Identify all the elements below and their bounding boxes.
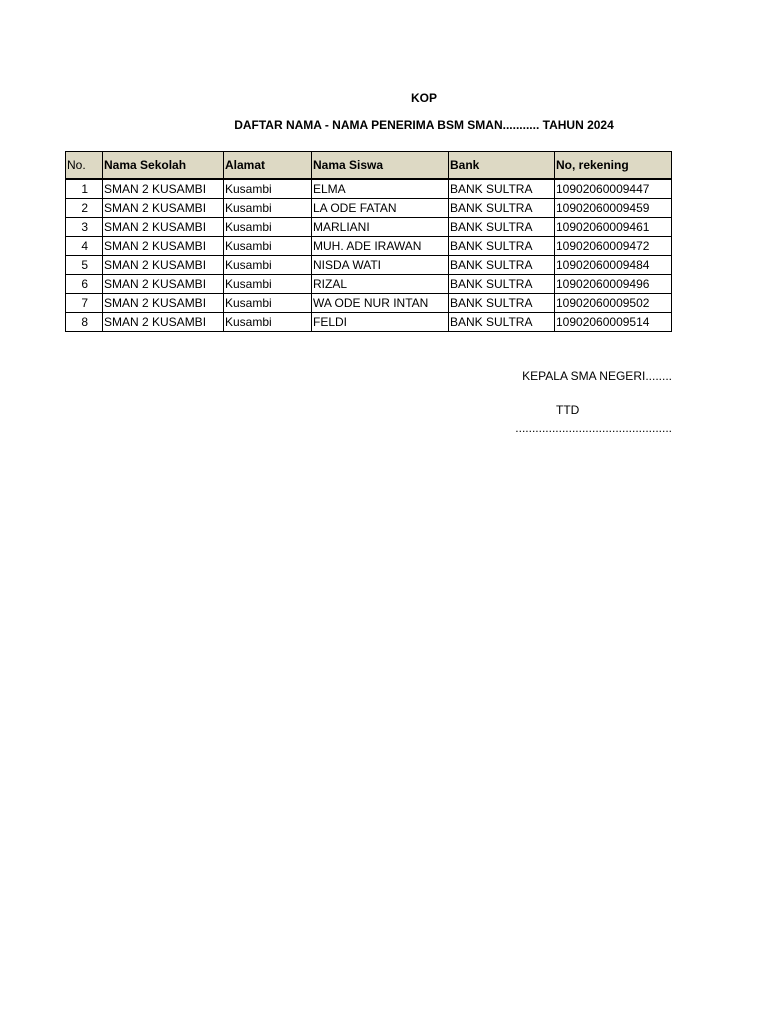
cell-no: 6 xyxy=(66,275,103,294)
column-header-nama-siswa: Nama Siswa xyxy=(312,152,449,180)
cell-nama-sekolah: SMAN 2 KUSAMBI xyxy=(103,199,224,218)
cell-bank: BANK SULTRA xyxy=(449,313,555,332)
cell-nama-sekolah: SMAN 2 KUSAMBI xyxy=(103,275,224,294)
cell-nama-sekolah: SMAN 2 KUSAMBI xyxy=(103,218,224,237)
cell-alamat: Kusambi xyxy=(224,294,312,313)
signature-line: ............................................... xyxy=(515,421,672,435)
cell-nama-sekolah: SMAN 2 KUSAMBI xyxy=(103,294,224,313)
cell-alamat: Kusambi xyxy=(224,256,312,275)
cell-bank: BANK SULTRA xyxy=(449,199,555,218)
cell-bank: BANK SULTRA xyxy=(449,218,555,237)
column-header-no-rekening: No, rekening xyxy=(555,152,672,180)
cell-bank: BANK SULTRA xyxy=(449,237,555,256)
cell-no: 7 xyxy=(66,294,103,313)
cell-alamat: Kusambi xyxy=(224,275,312,294)
table-row xyxy=(66,256,672,275)
cell-alamat: Kusambi xyxy=(224,179,312,199)
document-title: DAFTAR NAMA - NAMA PENERIMA BSM SMAN........... TAHUN 2024 xyxy=(234,118,614,132)
cell-nama-siswa: RIZAL xyxy=(312,275,449,294)
cell-alamat: Kusambi xyxy=(224,199,312,218)
cell-bank: BANK SULTRA xyxy=(449,275,555,294)
cell-no-rekening: 10902060009459 xyxy=(555,199,672,218)
cell-nama-sekolah: SMAN 2 KUSAMBI xyxy=(103,237,224,256)
cell-nama-siswa: FELDI xyxy=(312,313,449,332)
signature-role: KEPALA SMA NEGERI........ xyxy=(522,369,672,383)
column-header-nama-sekolah: Nama Sekolah xyxy=(103,152,224,180)
table-row xyxy=(66,179,672,199)
cell-no: 5 xyxy=(66,256,103,275)
table-row xyxy=(66,218,672,237)
cell-alamat: Kusambi xyxy=(224,237,312,256)
cell-nama-siswa: MUH. ADE IRAWAN xyxy=(312,237,449,256)
cell-nama-siswa: MARLIANI xyxy=(312,218,449,237)
cell-nama-siswa: ELMA xyxy=(312,179,449,199)
cell-no-rekening: 10902060009514 xyxy=(555,313,672,332)
cell-nama-sekolah: SMAN 2 KUSAMBI xyxy=(103,313,224,332)
cell-bank: BANK SULTRA xyxy=(449,256,555,275)
table-header-row xyxy=(66,152,672,180)
cell-no: 1 xyxy=(66,179,103,199)
table-row xyxy=(66,294,672,313)
cell-nama-sekolah: SMAN 2 KUSAMBI xyxy=(103,179,224,199)
cell-bank: BANK SULTRA xyxy=(449,294,555,313)
cell-alamat: Kusambi xyxy=(224,218,312,237)
column-header-bank: Bank xyxy=(449,152,555,180)
cell-nama-sekolah: SMAN 2 KUSAMBI xyxy=(103,256,224,275)
cell-no-rekening: 10902060009496 xyxy=(555,275,672,294)
cell-no: 4 xyxy=(66,237,103,256)
table-row xyxy=(66,237,672,256)
cell-no: 2 xyxy=(66,199,103,218)
table-row xyxy=(66,275,672,294)
signature-ttd: TTD xyxy=(556,403,580,417)
kop-heading: KOP xyxy=(410,91,437,105)
cell-no: 8 xyxy=(66,313,103,332)
cell-bank: BANK SULTRA xyxy=(449,179,555,199)
cell-nama-siswa: WA ODE NUR INTAN xyxy=(312,294,449,313)
cell-no-rekening: 10902060009484 xyxy=(555,256,672,275)
cell-nama-siswa: NISDA WATI xyxy=(312,256,449,275)
recipients-table xyxy=(65,151,672,332)
table-row xyxy=(66,199,672,218)
cell-no: 3 xyxy=(66,218,103,237)
table-row xyxy=(66,313,672,332)
cell-no-rekening: 10902060009461 xyxy=(555,218,672,237)
cell-no-rekening: 10902060009502 xyxy=(555,294,672,313)
cell-no-rekening: 10902060009447 xyxy=(555,179,672,199)
cell-nama-siswa: LA ODE FATAN xyxy=(312,199,449,218)
cell-alamat: Kusambi xyxy=(224,313,312,332)
cell-no-rekening: 10902060009472 xyxy=(555,237,672,256)
column-header-no: No. xyxy=(66,152,103,180)
column-header-alamat: Alamat xyxy=(224,152,312,180)
